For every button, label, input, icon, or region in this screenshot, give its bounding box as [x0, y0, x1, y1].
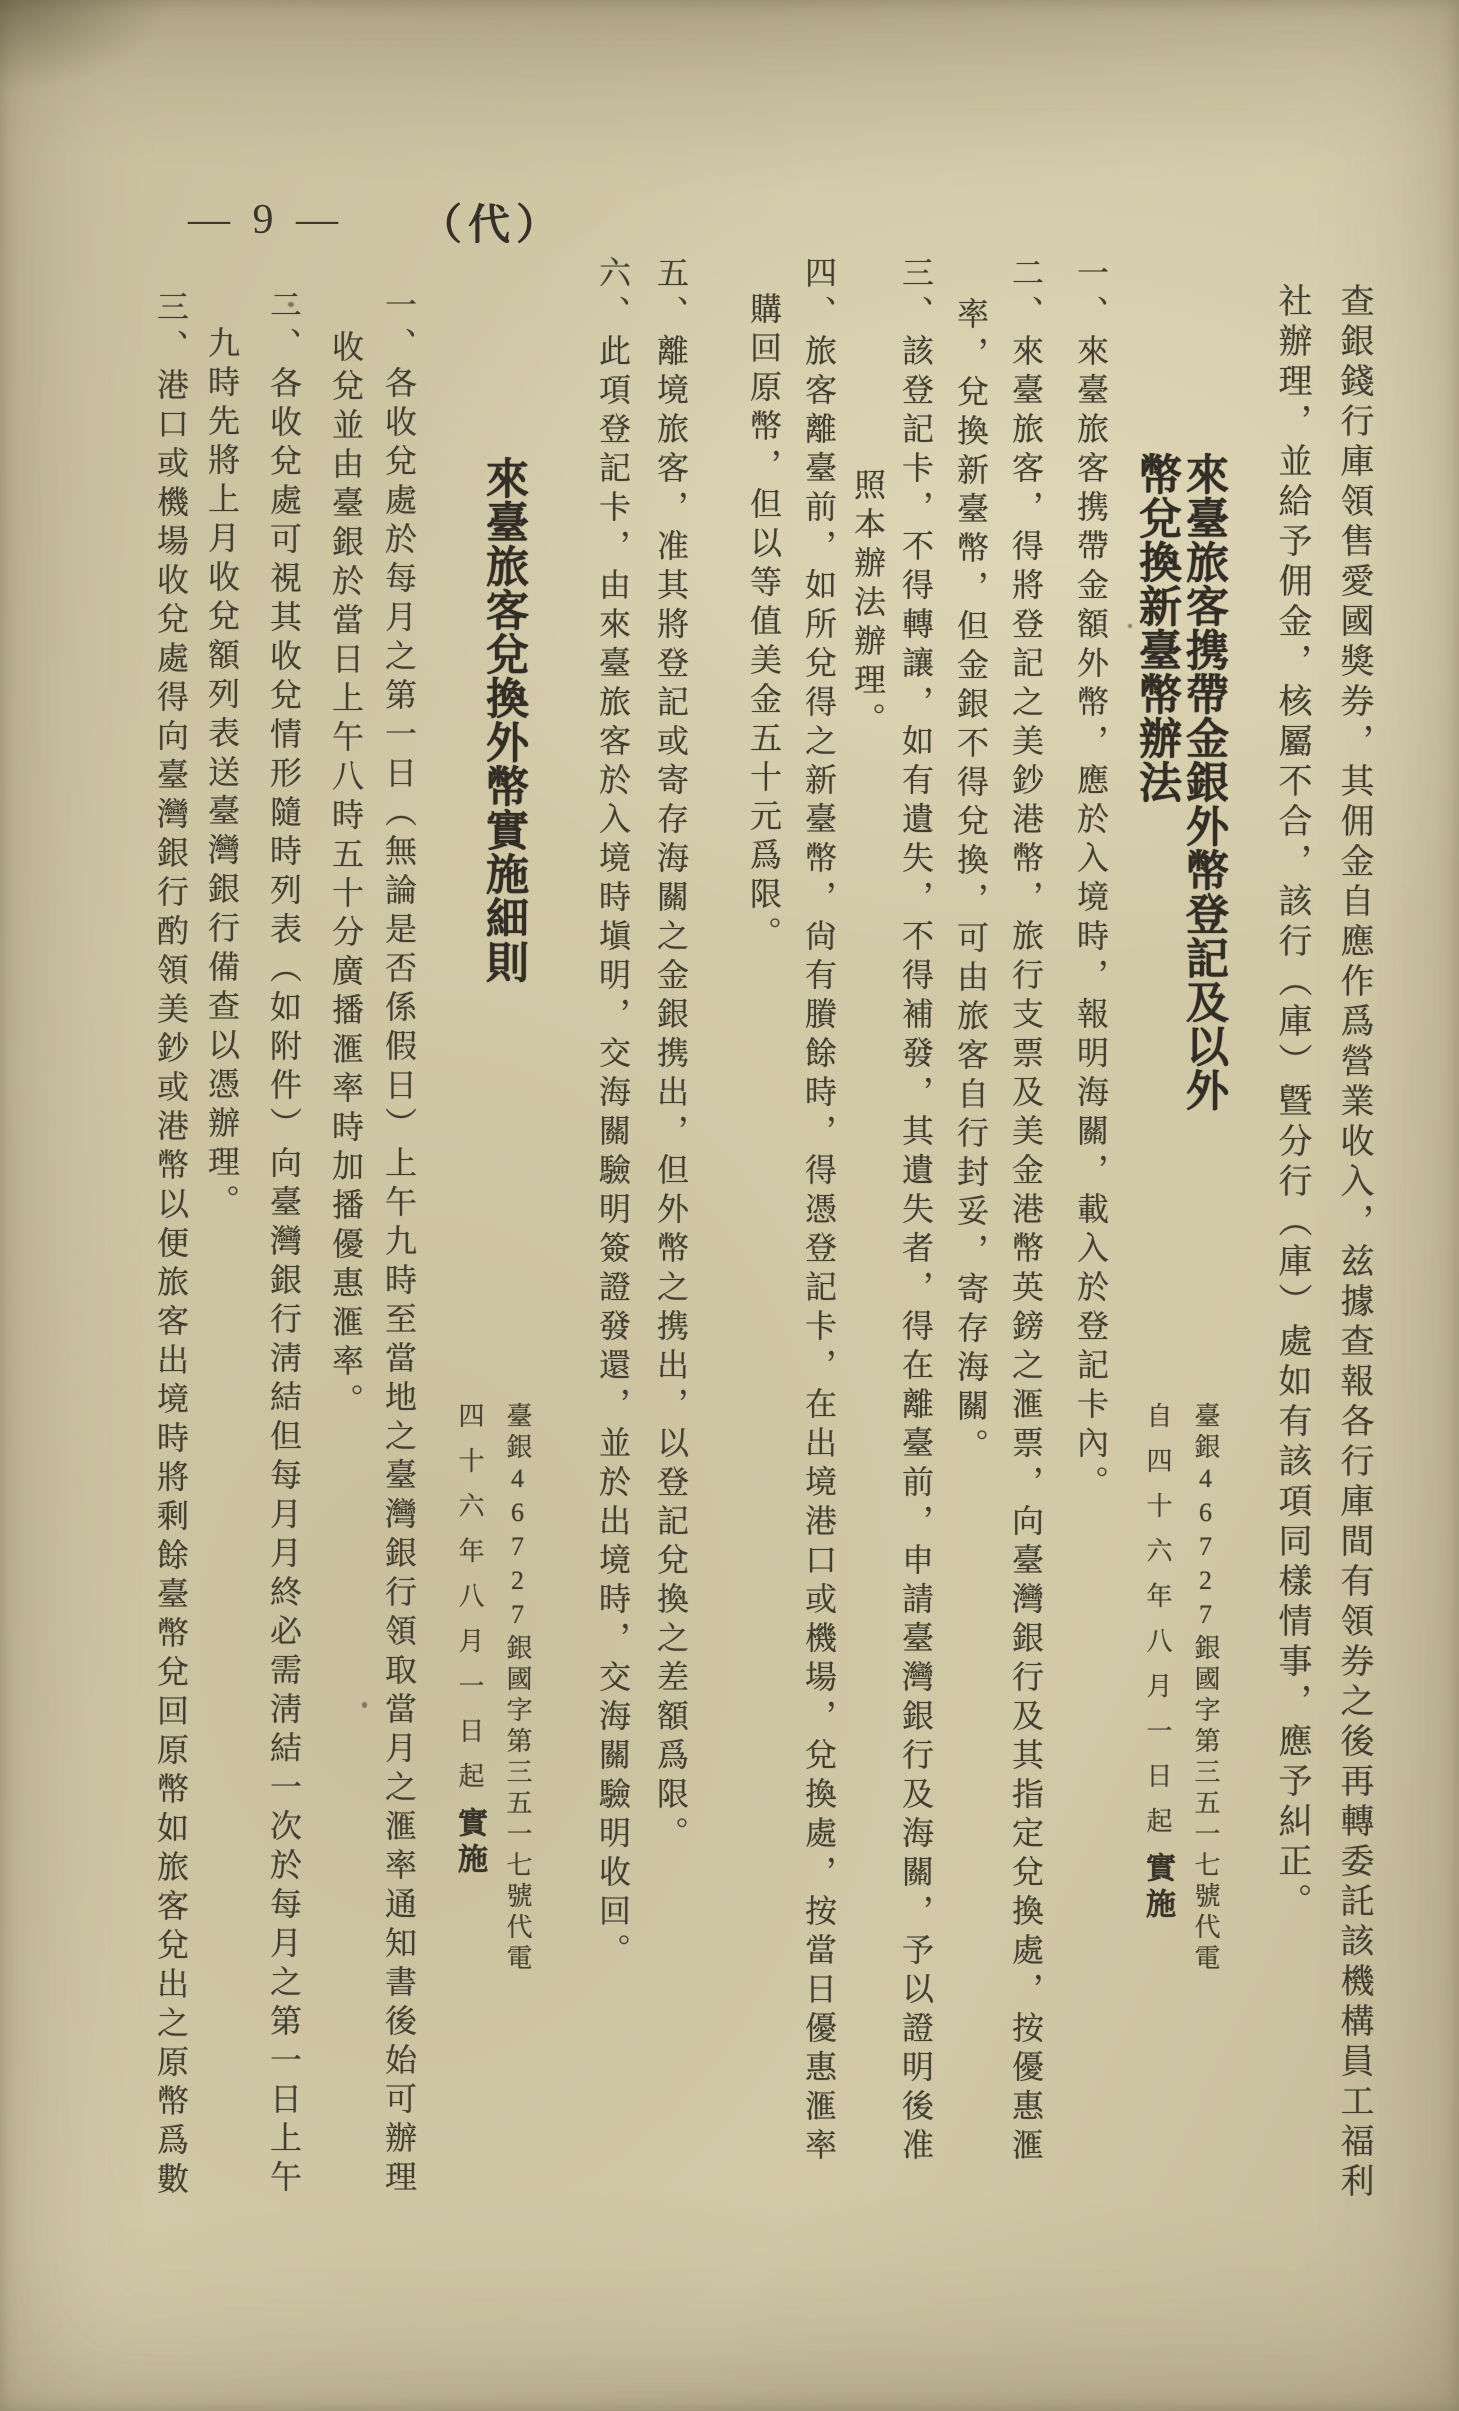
- regulation-item-4-continued: 購回原幣，但以等值美金五十元爲限。: [746, 292, 782, 955]
- rule-item-2-continued: 九時先將上月收兌額列表送臺灣銀行備查以憑辦理。: [204, 326, 240, 1223]
- edition-label: （代）: [420, 203, 565, 249]
- regulation-item-4: 四、旅客離臺前，如所兌得之新臺幣，尙有賸餘時，得憑登記卡，在出境港口或機場，兌換處，按當日優惠滙率: [801, 256, 837, 2167]
- section2-source-ref: 臺銀46727銀國字第三五一七號代電: [503, 1402, 532, 1975]
- section1-source-ref: 臺銀46727銀國字第三五一七號代電: [1191, 1402, 1220, 1975]
- regulation-item-6: 六、此項登記卡，由來臺旅客於入境時塡明，交海關驗明簽證發還，並於出境時，交海關驗明收回。: [595, 256, 631, 1972]
- regulation-item-3-continued: 照本辦法辦理。: [850, 468, 886, 741]
- section2-source-date: [454, 1402, 484, 1879]
- paper-speck: [362, 1702, 367, 1708]
- section2-effective-label: 實施: [453, 1807, 486, 1879]
- section2-title: 來臺旅客兌換外幣實施細則: [480, 456, 527, 984]
- regulation-item-1: 一、來臺旅客携帶金額外幣，應於入境時，報明海關，載入於登記卡內。: [1073, 256, 1109, 1504]
- regulation-item-2: 二、來臺旅客，得將登記之美鈔港幣，旅行支票及美金港幣英鎊之滙票，向臺灣銀行及其指定兌換處，按優惠滙: [1008, 256, 1044, 2167]
- section1-title-line1: 來臺旅客携帶金銀外幣登記及以外: [1180, 452, 1227, 1112]
- regulation-item-2-continued: 率，兌換新臺幣，但金銀不得兌換，可由旅客自行封妥，寄存海關。: [953, 297, 989, 1467]
- section1-source-date: [1142, 1402, 1172, 1924]
- paper-speck: [1128, 624, 1132, 628]
- section1-source-date-text: 自四十六年八月一日起: [1143, 1402, 1172, 1852]
- prelude-column-2: 社辦理，並給予佣金，核屬不合，該行（庫）曁分行（庫）處如有該項同樣情事，應予糾正。: [1273, 283, 1310, 1923]
- rule-item-1-continued: 收兌並由臺銀於當日上午八時五十分廣播滙率時加播優惠滙率。: [328, 330, 364, 1422]
- prelude-column-1: 查銀錢行庫領售愛國獎券，其佣金自應作爲營業收入，兹據查報各行庫間有領券之後再轉委託該機構員工福利: [1335, 283, 1372, 2203]
- rule-item-1: 一、各收兌處於每月之第一日（無論是否係假日）上午九時至當地之臺灣銀行領取當月之滙率通知書後始可辦理: [381, 288, 417, 2199]
- scan-edge-shadow: [0, 0, 260, 150]
- section1-title-line2: 幣兌換新臺幣辦法: [1133, 452, 1180, 804]
- page-number: — 9 —: [188, 197, 344, 243]
- regulation-item-5: 五、離境旅客，准其將登記或寄存海關之金銀携出，但外幣之携出，以登記兌換之差額爲限。: [653, 256, 689, 1855]
- section2-source-date-text: 四十六年八月一日起: [455, 1402, 484, 1807]
- section1-effective-label: 實施: [1141, 1852, 1174, 1924]
- rule-item-2: 二、各收兌處可視其收兌情形隨時列表（如附件）向臺灣銀行淸結但每月月終必需淸結一次於每月之第一日上午: [266, 288, 302, 2199]
- rule-item-3: 三、港口或機場收兌處得向臺灣銀行酌領美鈔或港幣以便旅客出境時將剩餘臺幣兌回原幣如旅客兌出之原幣爲數: [153, 290, 189, 2201]
- regulation-item-3: 三、該登記卡，不得轉讓，如有遺失，不得補發，其遺失者，得在離臺前，申請臺灣銀行及海關，予以證明後准: [898, 256, 934, 2167]
